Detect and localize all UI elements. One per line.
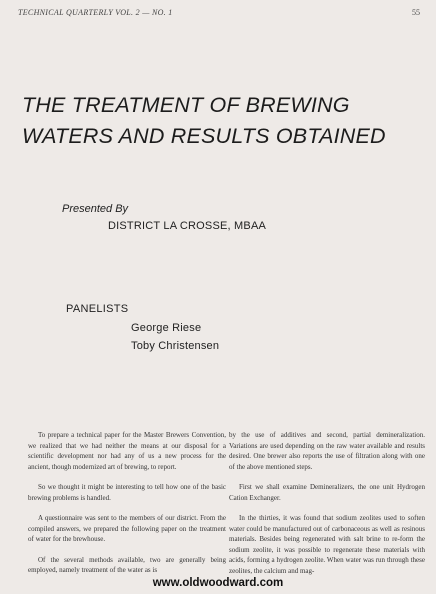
body-column-left — [28, 430, 226, 586]
body-paragraph: First we shall examine Demineralizers, the one unit Hydrogen Cation Exchanger. — [229, 483, 425, 502]
body-paragraph: A questionnaire was sent to the members of our district. From the compiled answers, we prepared the following paper on the treatment of water for the brewhouse. — [28, 514, 226, 543]
page-number: 55 — [412, 8, 420, 17]
body-paragraph: Of the several methods available, two are generally being employed, namely treatment of the water as is — [28, 555, 226, 574]
panelist-name: Toby Christensen — [131, 340, 220, 352]
presenter-name: DISTRICT LA CROSSE, MBAA — [108, 220, 267, 232]
body-paragraph: To prepare a technical paper for the Master Brewers Convention, we realized that we had neither the means at our disposal for a scientific development nor had any of us a new process for the ancient, though modernized art of brewing, to report. — [28, 431, 226, 471]
panelists-heading: PANELISTS — [66, 303, 129, 315]
body-column-right — [229, 430, 425, 586]
body-paragraph: by the use of additives and second, partial demineralization. Variations are used depending on the raw water available and results desired. One brewer also reports the use of filtration along with one of the above mentioned steps. — [229, 431, 425, 471]
article-title: THE TREATMENT OF BREWING WATERS AND RESULTS OBTAINED — [22, 93, 386, 148]
body-paragraph: So we thought it might be interesting to tell how one of the basic brewing problems is handled. — [28, 483, 226, 502]
body-paragraph: In the thirties, it was found that sodium zeolites used to soften water could be manufactured out of carbonaceous as well as resinous materials. Besides being regenerated with salt brine to re-form the sodium zeolite, it was possible to regenerate these materials with acids, forming a hydrogen zeolite. When water was run through these zeolites, the calcium and mag- — [229, 514, 425, 575]
running-head: TECHNICAL QUARTERLY VOL. 2 — NO. 1 — [18, 8, 173, 17]
panelist-name: George Riese — [131, 322, 202, 334]
presented-by-label: Presented By — [62, 203, 129, 215]
watermark-url: www.oldwoodward.com — [0, 576, 436, 593]
